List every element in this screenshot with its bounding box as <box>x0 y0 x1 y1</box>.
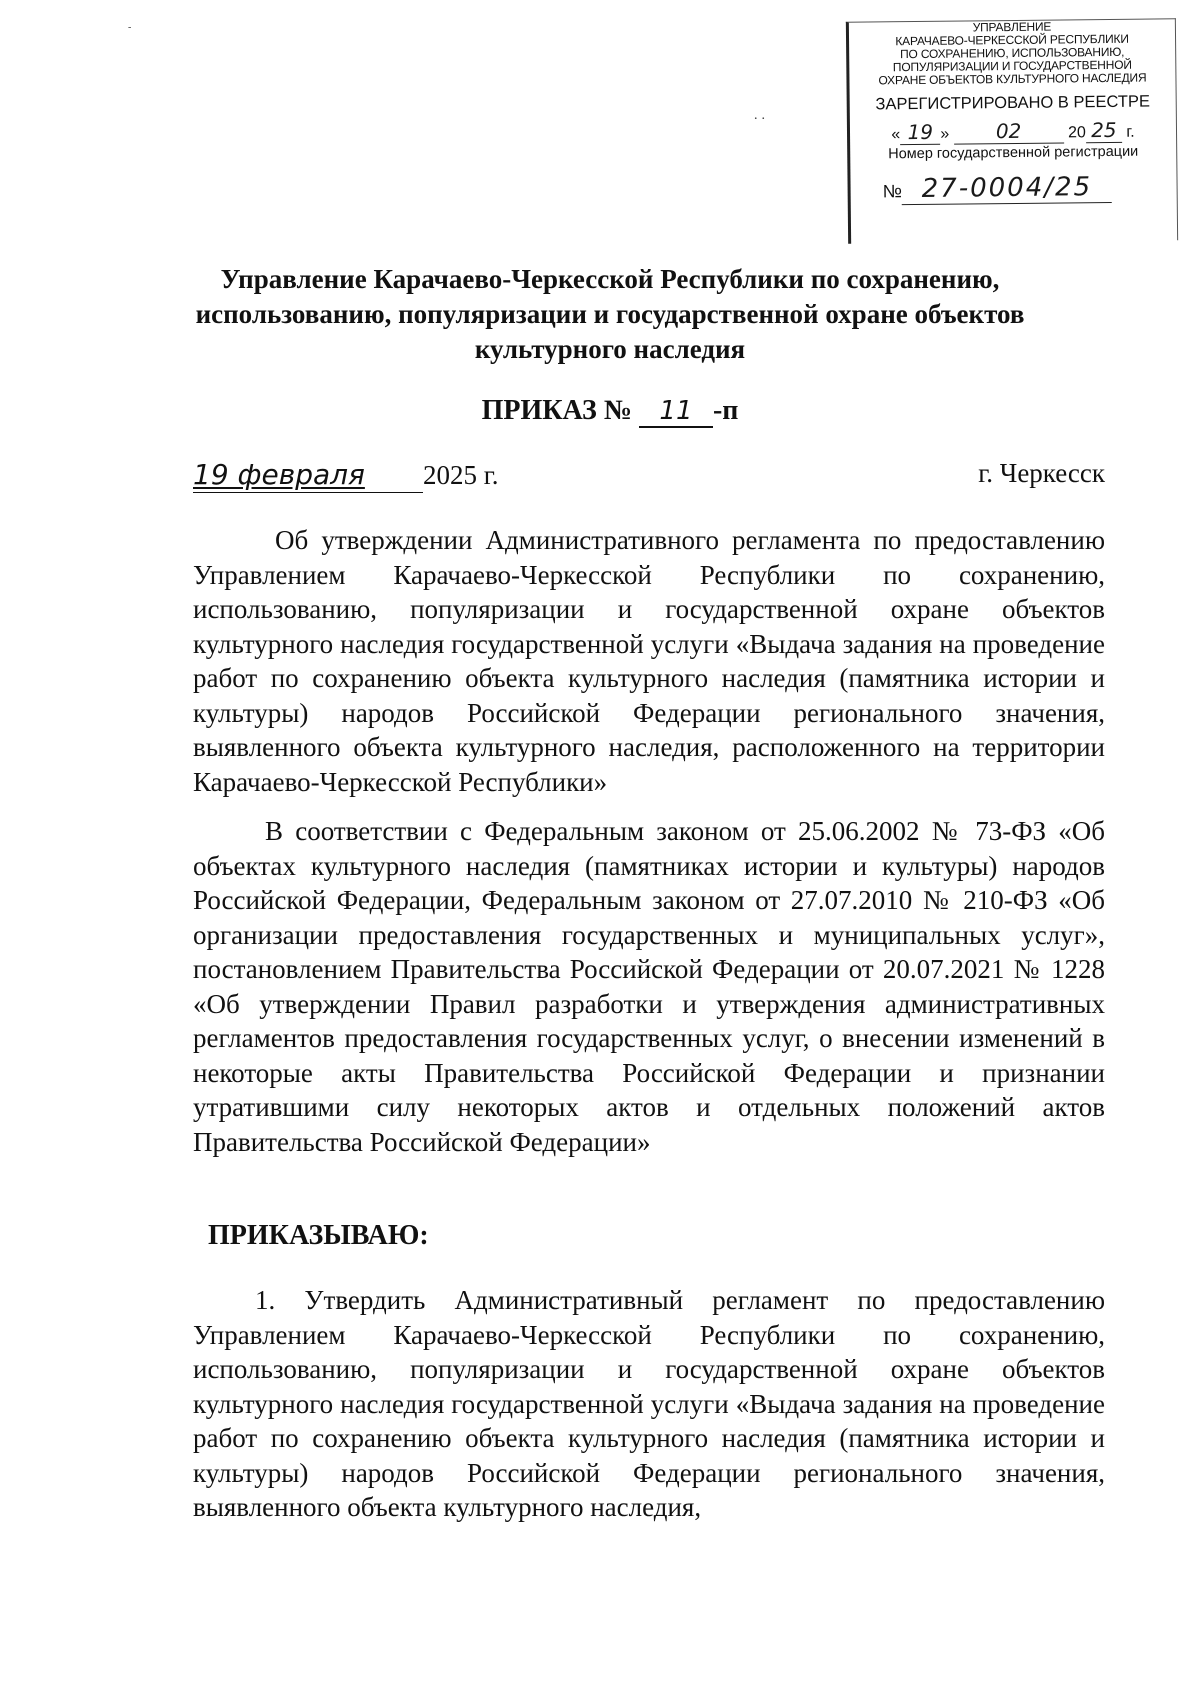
stamp-org-line: ОХРАНЕ ОБЪЕКТОВ КУЛЬТУРНОГО НАСЛЕДИЯ <box>878 70 1147 88</box>
stamp-date-open-quote: « <box>891 126 901 144</box>
stamp-date-year: 25 <box>1086 118 1122 143</box>
stamp-date <box>850 117 1176 144</box>
stamp-date-month: 02 <box>953 118 1063 144</box>
order-suffix: -п <box>712 395 739 426</box>
order-directive-heading: ПРИКАЗЫВАЮ: <box>208 1220 429 1251</box>
stamp-number-sign: № <box>882 181 903 202</box>
registration-stamp <box>846 18 1178 243</box>
order-date-year: 2025 г. <box>423 460 499 490</box>
stamp-date-year-prefix: 20 <box>1067 124 1086 142</box>
scan-dots: .. <box>754 108 769 123</box>
stamp-date-day: 19 <box>900 120 940 145</box>
stamp-org-line: ПОПУЛЯРИЗАЦИИ И ГОСУДАРСТВЕННОЙ <box>892 57 1132 75</box>
order-city: г. Черкесск <box>978 458 1105 488</box>
date-line <box>193 458 1105 498</box>
issuer-title: Управление Карачаево-Черкесской Республики по сохранению, использованию, популяризации и государственной охране объектов культурного наследия <box>195 264 1025 364</box>
order-label: ПРИКАЗ № <box>481 395 632 426</box>
stamp-reg-number: 27-0004/25 <box>902 172 1112 205</box>
stamp-date-year-unit: г. <box>1126 123 1135 141</box>
legal-basis: В соответствии с Федеральным законом от 25.06.2002 № 73-ФЗ «Об объектах культурного наследия (памятниках истории и культуры) народов Российской Федерации, Федеральным законом от 27.07.2010 № 210-ФЗ «Об организации предоставления государственных и муниципальных услуг», постановлением Правительства Российской Федерации от 20.07.2021 № 1228 «Об утверждении Правил разработки и утверждения административных регламентов предоставления государственных услуг, о внесении изменений в некоторые акты Правительства Российской Федерации и признании утратившими силу некоторых актов и отдельных положений актов Правительства Российской Федерации» <box>193 816 1105 1157</box>
stamp-reg-number-label: Номер государственной регистрации <box>888 143 1139 163</box>
order-number: 11 <box>639 396 713 428</box>
stamp-org-line: КАРАЧАЕВО-ЧЕРКЕССКОЙ РЕСПУБЛИКИ <box>895 31 1129 49</box>
stamp-registered-label: ЗАРЕГИСТРИРОВАНО В РЕЕСТРЕ <box>875 92 1151 114</box>
stamp-org-line: ПО СОХРАНЕНИЮ, ИСПОЛЬЗОВАНИЮ, <box>900 44 1125 62</box>
scan-mark: - <box>128 22 132 33</box>
order-subject: Об утверждении Административного регламента по предоставлению Управлением Карачаево-Черкесской Республики по сохранению, использованию, популяризации и государственной охране объектов культурного наследия государственной услуги «Выдача задания на проведение работ по сохранению объекта культурного наследия (памятника истории и культуры) народов Российской Федерации регионального значения, выявленного объекта культурного наследия, расположенного на территории Карачаево-Черкесской Республики» <box>193 525 1105 797</box>
stamp-organization <box>849 19 1176 87</box>
order-date-handwritten: 19 февраля <box>193 458 423 493</box>
stamp-date-close-quote: » <box>940 125 950 143</box>
order-title <box>150 395 1070 428</box>
stamp-org-line: УПРАВЛЕНИЕ <box>972 19 1052 35</box>
order-item-1: 1. Утвердить Административный регламент по предоставлению Управлением Карачаево-Черкесской Республики по сохранению, использованию, популяризации и государственной охране объектов культурного наследия государственной услуги «Выдача задания на проведение работ по сохранению объекта культурного наследия (памятника истории и культуры) народов Российской Федерации регионального значения, выявленного объекта культурного наследия, <box>193 1285 1105 1522</box>
stamp-reg-number-row <box>850 171 1176 205</box>
